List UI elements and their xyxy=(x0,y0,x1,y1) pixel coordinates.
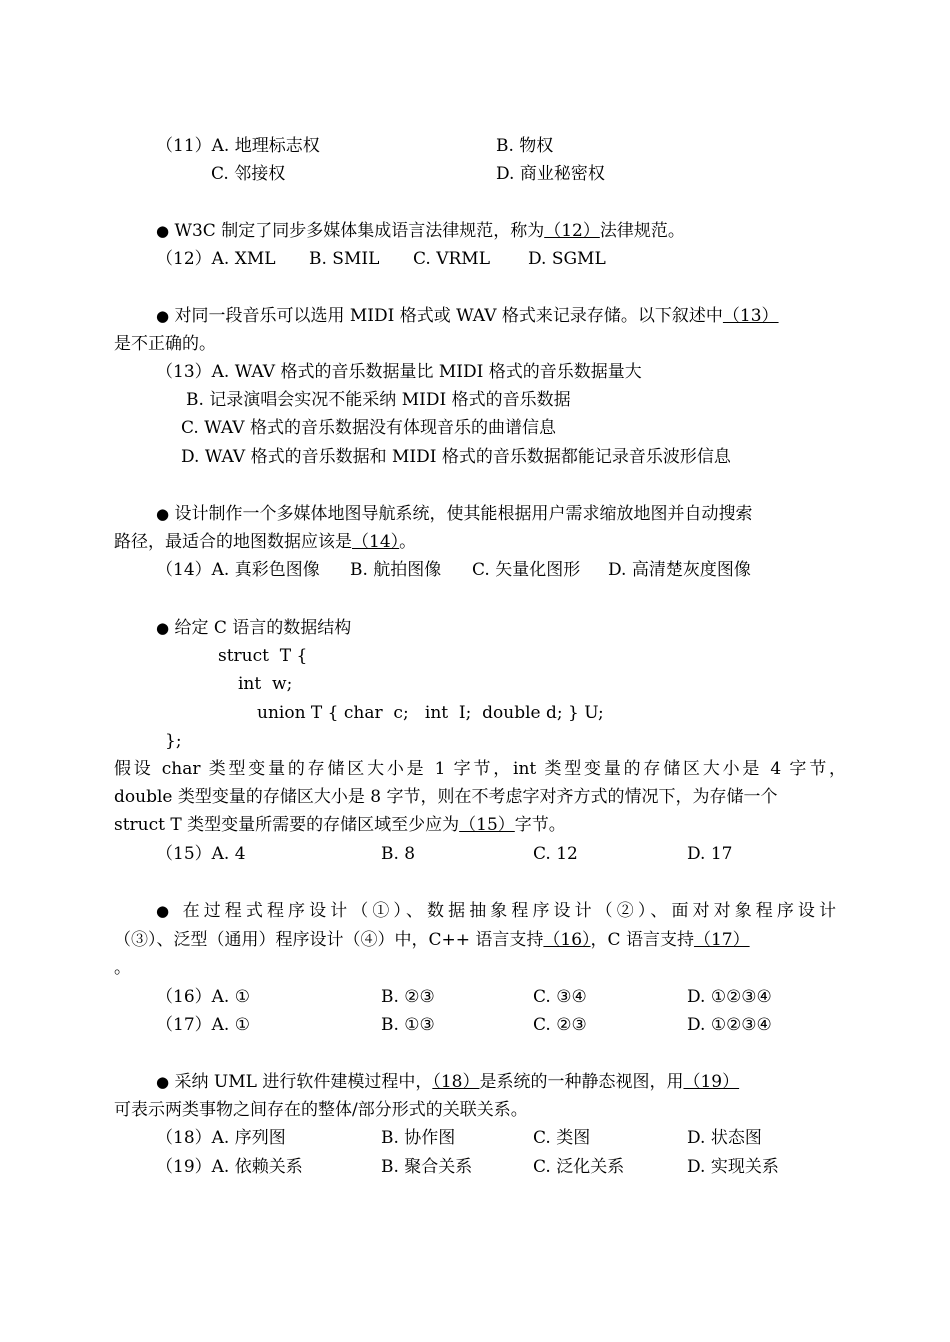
q17-option-b: B. ①③ xyxy=(381,1015,435,1035)
q14-stem-line2-text: 路径，最适合的地图数据应该是 xyxy=(114,532,352,552)
q13-stem-text: 对同一段音乐可以选用 MIDI 格式或 WAV 格式来记录存储。以下叙述中 xyxy=(169,306,723,326)
q16-stem-line2 xyxy=(114,926,750,954)
q18-option-b: B. 协作图 xyxy=(381,1128,456,1148)
q18-blank: （18） xyxy=(432,1072,480,1092)
q19-option-c: C. 泛化关系 xyxy=(533,1157,625,1177)
q14-stem xyxy=(156,500,753,528)
q14-option-c: C. 矢量化图形 xyxy=(472,560,581,580)
q17-blank: （17） xyxy=(693,930,750,950)
q16-stem-line3: 。 xyxy=(114,958,131,978)
q15-para-line3-text: struct T 类型变量所需要的存储区域至少应为 xyxy=(114,815,460,835)
q13-blank: （13） xyxy=(722,306,779,326)
q13-option-a: （13）A. WAV 格式的音乐数据量比 MIDI 格式的音乐数据量大 xyxy=(156,362,642,382)
q14-stem-text: 设计制作一个多媒体地图导航系统，使其能根据用户需求缩放地图并自动搜索 xyxy=(169,504,753,524)
q19-option-a: （19）A. 依赖关系 xyxy=(156,1157,303,1177)
q13-stem xyxy=(156,302,779,330)
q12-option-d: D. SGML xyxy=(528,249,606,269)
q18-option-c: C. 类图 xyxy=(533,1128,591,1148)
q15-option-b: B. 8 xyxy=(381,844,416,864)
q12-option-a: （12）A. XML xyxy=(156,249,276,269)
q12-stem-end: 法律规范。 xyxy=(599,221,685,241)
q12-option-c: C. VRML xyxy=(413,249,490,269)
q14-option-b: B. 航拍图像 xyxy=(350,560,442,580)
bullet-icon: ● xyxy=(156,222,170,240)
q15-blank: （15） xyxy=(459,815,515,835)
q16-option-b: B. ②③ xyxy=(381,987,435,1007)
q19-option-d: D. 实现关系 xyxy=(687,1157,779,1177)
q19-blank: （19） xyxy=(683,1072,740,1092)
q15-stem-text: 给定 C 语言的数据结构 xyxy=(169,618,352,638)
q12-option-b: B. SMIL xyxy=(309,249,380,269)
q14-option-d: D. 高清楚灰度图像 xyxy=(608,560,751,580)
code-line-2: int w; xyxy=(238,674,293,694)
bullet-icon: ● xyxy=(156,1073,170,1091)
q12-blank: （12） xyxy=(544,221,600,241)
q16-option-d: D. ①②③④ xyxy=(687,987,772,1007)
q15-option-c: C. 12 xyxy=(533,844,578,864)
code-line-4: }; xyxy=(165,731,182,751)
q11-option-b: B. 物权 xyxy=(496,136,554,156)
q15-option-a: （15）A. 4 xyxy=(156,844,246,864)
q12-stem xyxy=(156,217,685,245)
q19-option-b: B. 聚合关系 xyxy=(381,1157,473,1177)
bullet-icon: ● xyxy=(156,505,170,523)
bullet-icon: ● xyxy=(156,307,170,325)
code-line-1: struct T { xyxy=(218,646,308,666)
q16-option-c: C. ③④ xyxy=(533,987,587,1007)
q12-stem-text: W3C 制定了同步多媒体集成语言法律规范，称为 xyxy=(169,221,545,241)
q18-stem-mid: 是系统的一种静态视图，用 xyxy=(479,1072,684,1092)
bullet-icon: ● xyxy=(156,619,170,637)
q16-option-a: （16）A. ① xyxy=(156,987,250,1007)
q16-stem-mid: ，C 语言支持 xyxy=(590,930,694,950)
q18-stem xyxy=(156,1068,739,1096)
bullet-icon: ● xyxy=(156,902,174,920)
q14-stem-end: 。 xyxy=(399,532,417,552)
q16-stem xyxy=(156,897,836,925)
q13-option-c: C. WAV 格式的音乐数据没有体现音乐的曲谱信息 xyxy=(181,418,556,438)
q13-option-d: D. WAV 格式的音乐数据和 MIDI 格式的音乐数据都能记录音乐波形信息 xyxy=(181,447,731,467)
q18-stem-line2: 可表示两类事物之间存在的整体/部分形式的关联关系。 xyxy=(114,1100,528,1120)
q18-stem-text: 采纳 UML 进行软件建模过程中， xyxy=(169,1072,433,1092)
q18-option-d: D. 状态图 xyxy=(687,1128,762,1148)
q16-stem-text: 在过程式程序设计（①）、数据抽象程序设计（②）、面对对象程序设计 xyxy=(173,901,836,921)
q15-option-d: D. 17 xyxy=(687,844,733,864)
q11-option-a: （11）A. 地理标志权 xyxy=(156,136,320,156)
q16-stem-line2-text: （③）、泛型（通用）程序设计（④）中，C++ 语言支持 xyxy=(114,930,544,950)
q13-option-b: B. 记录演唱会实况不能采纳 MIDI 格式的音乐数据 xyxy=(186,390,571,410)
q11-option-c: C. 邻接权 xyxy=(211,164,286,184)
q15-para-line2: double 类型变量的存储区大小是 8 字节，则在不考虑字对齐方式的情况下，为存储一个 xyxy=(114,787,778,807)
q15-para-line1: 假设 char 类型变量的存储区大小是 1 字节，int 类型变量的存储区大小是 4 字节， xyxy=(114,759,846,779)
q16-blank: （16） xyxy=(543,930,591,950)
q17-option-d: D. ①②③④ xyxy=(687,1015,772,1035)
q14-option-a: （14）A. 真彩色图像 xyxy=(156,560,320,580)
code-line-3: union T { char c; int I; double d; } U; xyxy=(257,703,604,723)
q15-para-line3 xyxy=(114,811,566,839)
q14-stem-line2 xyxy=(114,528,416,556)
q18-option-a: （18）A. 序列图 xyxy=(156,1128,286,1148)
q17-option-a: （17）A. ① xyxy=(156,1015,250,1035)
q17-option-c: C. ②③ xyxy=(533,1015,587,1035)
q11-option-d: D. 商业秘密权 xyxy=(496,164,605,184)
q15-para-end: 字节。 xyxy=(514,815,566,835)
q14-blank: （14） xyxy=(352,532,400,552)
q15-stem xyxy=(156,614,351,642)
q13-stem-line2: 是不正确的。 xyxy=(114,334,216,354)
